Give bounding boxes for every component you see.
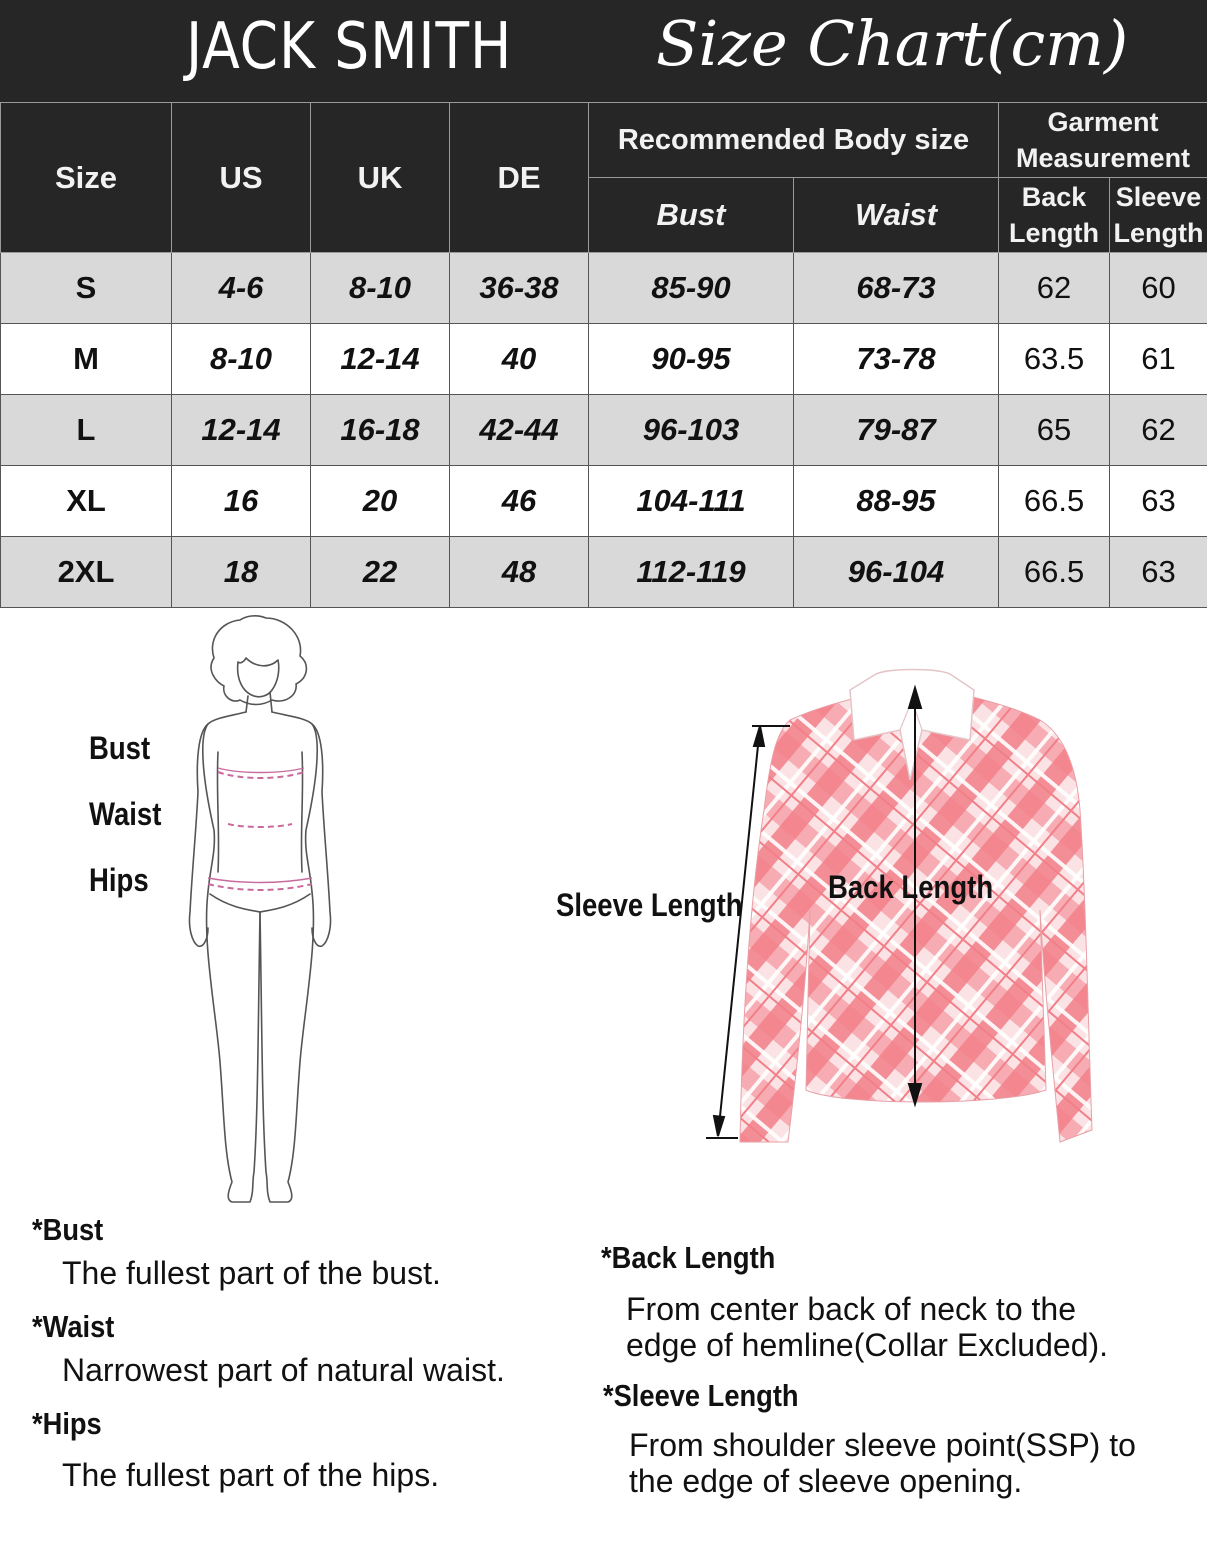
body-figure-icon — [180, 612, 350, 1212]
cell-uk: 20 — [311, 466, 450, 537]
header-banner — [0, 0, 1207, 102]
def-bust-heading: *Bust — [32, 1212, 104, 1247]
cell-size: 2XL — [1, 537, 172, 608]
cell-back-length: 66.5 — [999, 466, 1110, 537]
def-back-length-line2: edge of hemline(Collar Excluded). — [626, 1327, 1109, 1363]
cell-waist: 68-73 — [794, 253, 999, 324]
cell-us: 18 — [172, 537, 311, 608]
def-waist-text: Narrowest part of natural waist. — [62, 1352, 505, 1388]
cell-uk: 8-10 — [311, 253, 450, 324]
chart-title: Size Chart(cm) — [656, 7, 1129, 80]
cell-size: L — [1, 395, 172, 466]
cell-bust: 85-90 — [589, 253, 794, 324]
figure-label-waist: Waist — [89, 796, 162, 832]
cell-sleeve-length: 63 — [1110, 537, 1207, 608]
cell-de: 46 — [450, 466, 589, 537]
cell-sleeve-length: 61 — [1110, 324, 1207, 395]
header-garment-line1: Garment — [1047, 107, 1159, 137]
table-row — [1, 324, 1207, 395]
cell-de: 48 — [450, 537, 589, 608]
header-back-line1: Back — [1021, 182, 1087, 212]
def-hips-heading: *Hips — [32, 1406, 102, 1441]
table-row — [1, 395, 1207, 466]
cell-sleeve-length: 63 — [1110, 466, 1207, 537]
cell-sleeve-length: 62 — [1110, 395, 1207, 466]
cell-de: 42-44 — [450, 395, 589, 466]
figure-label-hips: Hips — [89, 862, 149, 898]
header-sleeve-line2: Length — [1113, 218, 1204, 248]
header-bust: Bust — [589, 178, 794, 253]
cell-size: XL — [1, 466, 172, 537]
header-sleeve-length — [1110, 178, 1207, 253]
cell-size: M — [1, 324, 172, 395]
cell-sleeve-length: 60 — [1110, 253, 1207, 324]
header-back-length — [999, 178, 1110, 253]
size-table — [0, 102, 1207, 608]
header-size: Size — [1, 103, 172, 253]
cell-uk: 12-14 — [311, 324, 450, 395]
cell-us: 16 — [172, 466, 311, 537]
figure-label-bust: Bust — [89, 730, 151, 766]
cell-size: S — [1, 253, 172, 324]
cell-waist: 73-78 — [794, 324, 999, 395]
header-garment-line2: Measurement — [1015, 143, 1191, 173]
cell-us: 8-10 — [172, 324, 311, 395]
header-body-size: Recommended Body size — [589, 103, 999, 178]
def-bust-text: The fullest part of the bust. — [62, 1255, 441, 1291]
cell-back-length: 66.5 — [999, 537, 1110, 608]
header-uk: UK — [311, 103, 450, 253]
def-back-length-line1: From center back of neck to the — [626, 1291, 1076, 1327]
header-waist: Waist — [794, 178, 999, 253]
back-length-label: Back Length — [828, 869, 994, 905]
def-sleeve-length-line2: the edge of sleeve opening. — [629, 1463, 1023, 1499]
def-sleeve-length-heading: *Sleeve Length — [603, 1378, 799, 1413]
def-waist-heading: *Waist — [32, 1309, 115, 1344]
cell-uk: 22 — [311, 537, 450, 608]
cell-us: 4-6 — [172, 253, 311, 324]
cell-de: 40 — [450, 324, 589, 395]
def-sleeve-length-line1: From shoulder sleeve point(SSP) to — [629, 1427, 1136, 1463]
brand-name: JACK SMITH — [186, 10, 513, 84]
cell-us: 12-14 — [172, 395, 311, 466]
table-row — [1, 537, 1207, 608]
header-sleeve-line1: Sleeve — [1115, 182, 1202, 212]
def-hips-text: The fullest part of the hips. — [62, 1457, 440, 1493]
table-row — [1, 466, 1207, 537]
cell-back-length: 62 — [999, 253, 1110, 324]
header-de: DE — [450, 103, 589, 253]
cell-de: 36-38 — [450, 253, 589, 324]
cell-waist: 96-104 — [794, 537, 999, 608]
cell-bust: 112-119 — [589, 537, 794, 608]
plaid-shirt-icon — [700, 660, 1100, 1155]
cell-waist: 79-87 — [794, 395, 999, 466]
header-garment — [999, 103, 1207, 178]
cell-waist: 88-95 — [794, 466, 999, 537]
header-back-line2: Length — [1009, 218, 1099, 248]
def-back-length-heading: *Back Length — [601, 1240, 776, 1275]
cell-bust: 104-111 — [589, 466, 794, 537]
cell-uk: 16-18 — [311, 395, 450, 466]
cell-bust: 96-103 — [589, 395, 794, 466]
cell-back-length: 65 — [999, 395, 1110, 466]
table-row — [1, 253, 1207, 324]
cell-back-length: 63.5 — [999, 324, 1110, 395]
header-us: US — [172, 103, 311, 253]
sleeve-length-label: Sleeve Length — [556, 887, 743, 923]
cell-bust: 90-95 — [589, 324, 794, 395]
